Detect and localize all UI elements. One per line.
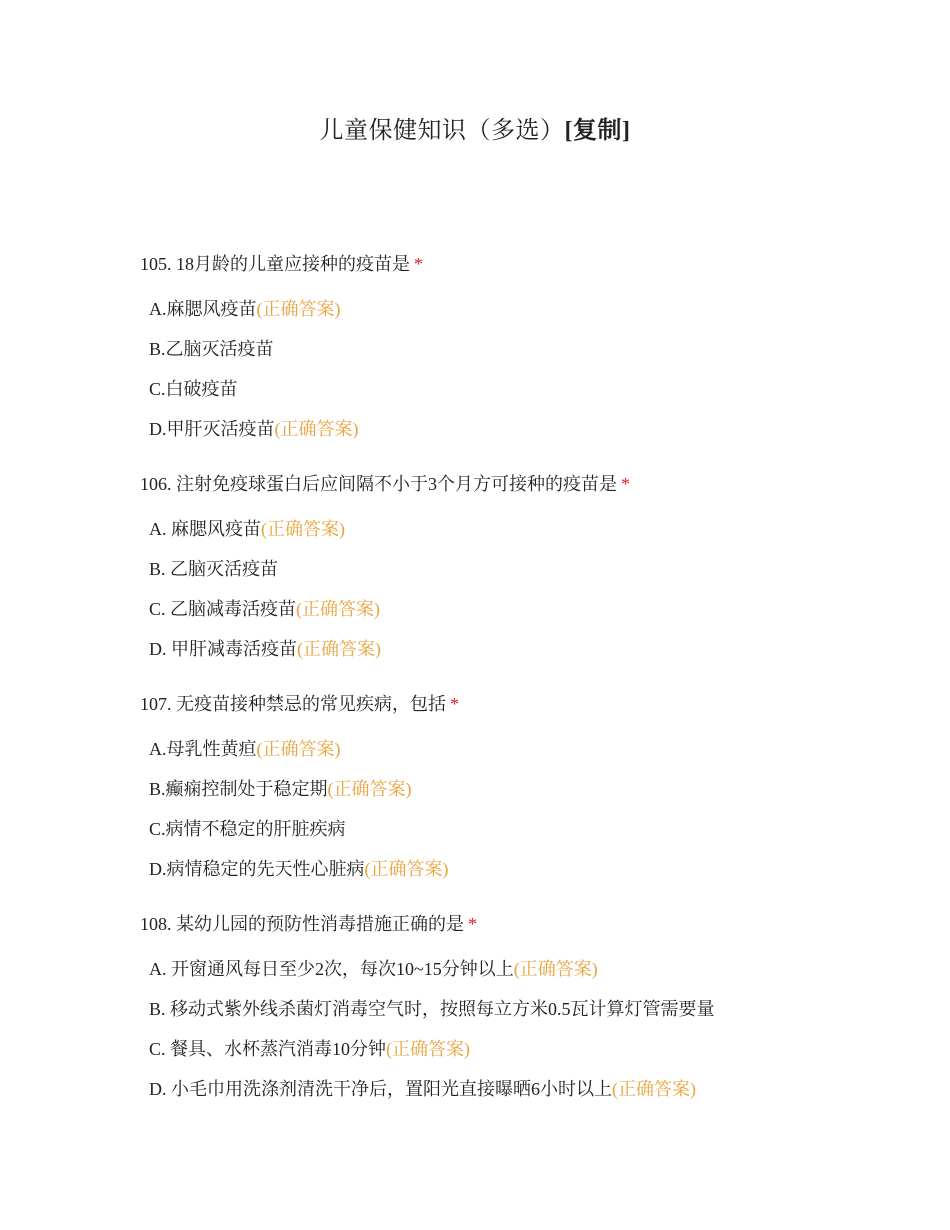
option-item xyxy=(149,596,920,622)
correct-answer-tag: (正确答案) xyxy=(386,1039,471,1059)
options-list xyxy=(149,736,920,882)
question-text xyxy=(140,911,920,937)
option-label: D.病情稳定的先天性心脏病 xyxy=(149,859,365,879)
question-text xyxy=(140,471,920,497)
options-list xyxy=(149,956,920,1102)
option-item xyxy=(149,416,920,442)
correct-answer-tag: (正确答案) xyxy=(364,859,449,879)
correct-answer-tag: (正确答案) xyxy=(256,739,341,759)
required-mark: * xyxy=(414,254,423,274)
option-item xyxy=(149,516,920,542)
option-item xyxy=(149,996,920,1022)
option-label: A. 开窗通风每日至少2次，每次10~15分钟以上 xyxy=(149,959,514,979)
question-text xyxy=(140,251,920,277)
required-mark: * xyxy=(621,474,630,494)
option-label: B.癫痫控制处于稳定期 xyxy=(149,779,328,799)
option-label: D.甲肝灭活疫苗 xyxy=(149,419,275,439)
correct-answer-tag: (正确答案) xyxy=(256,299,341,319)
option-label: A.母乳性黄疸 xyxy=(149,739,257,759)
option-label: A. 麻腮风疫苗 xyxy=(149,519,261,539)
question-label: 105. 18月龄的儿童应接种的疫苗是 xyxy=(140,254,410,274)
correct-answer-tag: (正确答案) xyxy=(274,419,359,439)
question-text xyxy=(140,691,920,717)
option-label: D. 甲肝减毒活疫苗 xyxy=(149,639,297,659)
option-label: C. 餐具、水杯蒸汽消毒10分钟 xyxy=(149,1039,387,1059)
option-label: B.乙脑灭活疫苗 xyxy=(149,339,274,359)
correct-answer-tag: (正确答案) xyxy=(513,959,598,979)
option-item xyxy=(149,736,920,762)
correct-answer-tag: (正确答案) xyxy=(327,779,412,799)
correct-answer-tag: (正确答案) xyxy=(296,599,381,619)
option-item xyxy=(149,1076,920,1102)
survey-title: 儿童保健知识（多选） xyxy=(319,118,565,144)
option-item xyxy=(149,336,920,362)
option-item xyxy=(149,376,920,402)
option-label: C.白破疫苗 xyxy=(149,379,238,399)
option-item xyxy=(149,1036,920,1062)
correct-answer-tag: (正确答案) xyxy=(297,639,381,659)
option-item xyxy=(149,636,920,662)
options-list xyxy=(149,516,920,662)
question-block xyxy=(140,911,920,1102)
question-block xyxy=(140,691,920,882)
option-label: B. 移动式紫外线杀菌灯消毒空气时，按照每立方米0.5瓦计算灯管需要量 xyxy=(149,999,715,1019)
question-block xyxy=(140,251,920,442)
option-label: A.麻腮风疫苗 xyxy=(149,299,257,319)
question-block xyxy=(140,471,920,662)
option-item xyxy=(149,816,920,842)
correct-answer-tag: (正确答案) xyxy=(261,519,345,539)
option-item xyxy=(149,296,920,322)
option-item xyxy=(149,776,920,802)
options-list xyxy=(149,296,920,442)
required-mark: * xyxy=(450,694,459,714)
page-title xyxy=(0,110,950,145)
option-label: C. 乙脑减毒活疫苗 xyxy=(149,599,297,619)
correct-answer-tag: (正确答案) xyxy=(612,1079,696,1099)
option-label: C.病情不稳定的肝脏疾病 xyxy=(149,819,346,839)
option-item xyxy=(149,956,920,982)
option-item xyxy=(149,856,920,882)
question-label: 107. 无疫苗接种禁忌的常见疾病，包括 xyxy=(140,694,446,714)
option-label: D. 小毛巾用洗涤剂清洗干净后，置阳光直接曝晒6小时以上 xyxy=(149,1079,612,1099)
copy-tag: [复制] xyxy=(564,118,631,144)
option-label: B. 乙脑灭活疫苗 xyxy=(149,559,279,579)
required-mark: * xyxy=(468,914,477,934)
option-item xyxy=(149,556,920,582)
question-label: 106. 注射免疫球蛋白后应间隔不小于3个月方可接种的疫苗是 xyxy=(140,474,617,494)
question-label: 108. 某幼儿园的预防性消毒措施正确的是 xyxy=(140,914,464,934)
